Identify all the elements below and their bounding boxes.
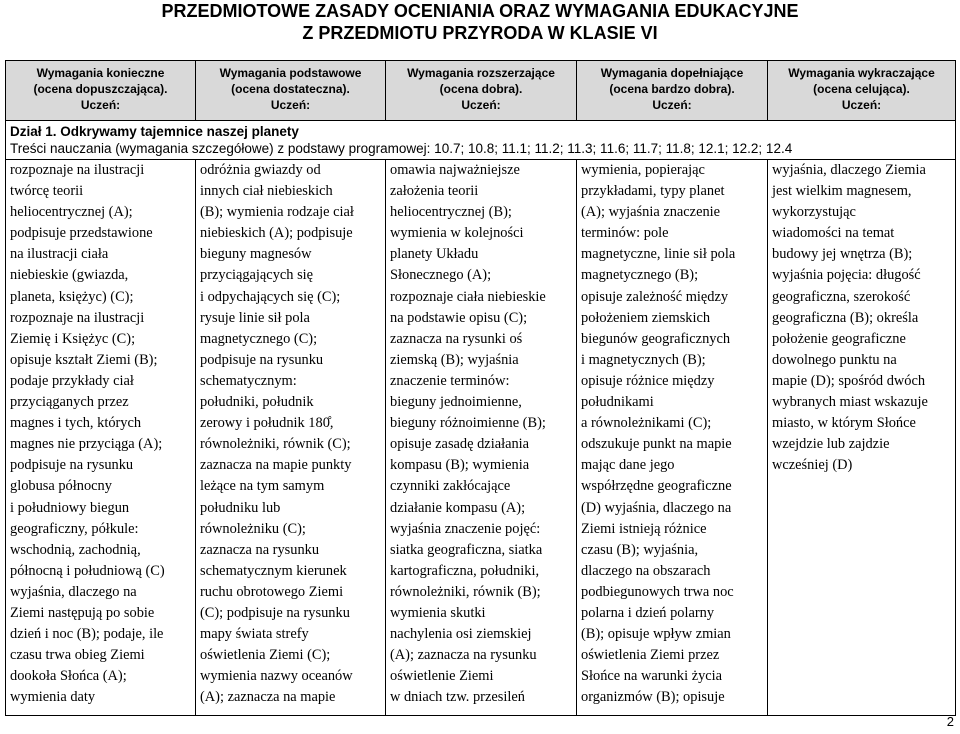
header-wykraczajace [768,61,956,121]
header-grade: (ocena dobra). [439,82,523,96]
requirement-line: Słońce na warunki życia [581,668,723,685]
requirement-line: wyjaśnia pojęcia: długość [772,267,921,284]
requirement-line: wymienia nazwy oceanów [200,668,353,685]
requirement-line: Ziemi następują po sobie [10,604,155,621]
requirement-line: założenia teorii [390,183,479,200]
requirement-line: przyciąganych przez [10,394,129,411]
requirement-line: podbiegunowych trwa noc [581,583,734,600]
requirement-line: organizmów (B); opisuje [581,689,725,706]
requirement-line: schematycznym kierunek [200,562,347,579]
header-rozszerzajace [386,61,577,121]
requirement-line: niebieskie (gwiazda, [10,267,129,284]
requirement-line: (B); opisuje wpływ zmian [581,626,731,643]
requirement-line: oświetlenia Ziemi (C); [200,647,331,664]
header-student: Uczeń: [461,98,501,112]
requirement-line: mapy świata strefy [200,626,309,643]
requirement-line: geograficzny, półkule: [10,520,139,537]
requirement-line: na ilustracji ciała [10,246,109,263]
requirement-line: działanie kompasu (A); [390,499,526,516]
requirement-line: dowolnego punktu na [772,351,897,368]
requirement-line: północną i południową (C) [10,562,165,579]
requirement-line: globusa północny [10,478,112,495]
requirement-line: zaznacza na rysunku [200,541,320,558]
document-title: PRZEDMIOTOWE ZASADY OCENIANIA ORAZ WYMAGANIA EDUKACYJNE [161,1,799,21]
document-subtitle: Z PRZEDMIOTU PRZYRODA W KLASIE VI [302,23,658,43]
requirement-line: (B); wymienia rodzaje ciał [200,204,354,221]
header-label: Wymagania wykraczające [788,66,935,80]
requirement-line: bieguny różnoimienne (B); [390,415,546,432]
requirement-line: zaznacza na mapie punkty [200,457,352,474]
header-grade: (ocena bardzo dobra). [609,82,735,96]
page-number: 2 [946,714,954,729]
column-rozszerzajace [386,160,577,716]
requirement-line: przyciągających się [200,267,314,284]
requirement-line: i południowy biegun [10,499,130,516]
requirement-line: opisuje kształt Ziemi (B); [10,351,158,368]
header-konieczne [6,61,196,121]
requirement-line: biegunów geograficznych [581,330,731,347]
requirement-line: (A); wyjaśnia znaczenie [581,204,721,221]
requirement-line: współrzędne geograficzne [581,478,732,495]
requirement-line: zaznacza na rysunki oś [390,330,523,347]
section-cell [6,121,956,160]
header-student: Uczeń: [270,98,311,112]
requirement-line: budowy jej wnętrza (B); [772,246,913,263]
requirement-line: polarna i dzień polarny [581,604,715,621]
requirement-line: wschodnią, zachodnią, [10,541,141,558]
requirement-line: południki, południk [200,394,314,411]
requirement-line: dlaczego na obszarach [581,562,711,579]
requirement-line: geograficzna, szerokość [772,288,911,305]
requirement-line: jest wielkim magnesem, [772,183,912,200]
requirement-line: opisuje różnice między [581,372,715,389]
requirement-line: zerowy i południk 180̊, [200,415,334,432]
requirement-line: (A); zaznacza na mapie [200,689,336,706]
requirement-line: siatka geograficzna, siatka [390,541,543,558]
requirement-line: bieguny jednoimienne, [390,394,522,411]
requirement-line: odróżnia gwiazdy od [200,162,321,178]
requirement-line: opisuje zasadę działania [390,436,530,453]
requirement-line: czasu (B); wyjaśnia, [581,541,699,558]
header-student: Uczeń: [841,98,882,112]
requirement-line: heliocentrycznej (A); [10,204,133,221]
requirements-table [5,60,956,716]
column-dopelniajace [577,160,768,716]
requirement-line: bieguny magnesów [200,246,312,263]
requirement-line: wymienia w kolejności [390,225,524,242]
header-student: Uczeń: [80,98,121,112]
requirement-line: wyjaśnia, dlaczego na [10,583,137,600]
requirement-line: leżące na tym samym [200,478,325,495]
requirement-line: Słonecznego (A); [390,267,492,284]
requirement-line: w dniach tzw. przesileń [390,689,525,706]
requirement-line: czasu trwa obieg Ziemi [10,647,145,664]
requirement-line: równoleżniku (C); [200,520,306,537]
column-konieczne [6,160,196,716]
column-wykraczajace [768,160,956,716]
requirement-line: opisuje zależność między [581,288,729,305]
requirement-line: wyjaśnia znaczenie pojęć: [390,520,541,537]
requirement-line: nachylenia osi ziemskiej [390,626,532,643]
requirement-line: położeniem ziemskich [581,309,711,326]
requirement-line: Ziemi istnieją różnice [581,520,707,537]
requirement-line: znaczenie terminów: [390,372,510,389]
requirement-line: mając dane jego [581,457,675,474]
header-podstawowe [196,61,386,121]
header-label: Wymagania podstawowe [219,66,362,80]
requirement-line: dzień i noc (B); podaje, ile [10,626,164,643]
requirement-line: podpisuje na rysunku [10,457,134,474]
requirement-line: czynniki zakłócające [390,478,511,495]
requirement-line: wymienia, popierając [581,162,705,178]
requirement-line: planety Układu [390,246,479,263]
requirement-line: (D) wyjaśnia, dlaczego na [581,499,732,516]
requirement-line: magnes i tych, których [10,415,142,432]
requirement-line: południku lub [200,499,281,516]
requirement-line: wiadomości na temat [772,225,895,242]
requirement-line: podpisuje na rysunku [200,351,324,368]
requirement-line: mapie (D); spośród dwóch [772,372,926,389]
requirement-line: odszukuje punkt na mapie [581,436,732,453]
requirement-line: przykładami, typy planet [581,183,725,200]
requirement-line: planeta, księżyc) (C); [10,288,134,305]
requirement-line: ruchu obrotowego Ziemi [200,583,344,600]
requirement-line: magnetycznego (B); [581,267,699,284]
requirement-line: magnetyczne, linie sił pola [581,246,736,263]
requirement-line: dookoła Słońca (A); [10,668,127,685]
requirement-line: i odpychających się (C); [200,288,341,305]
requirement-line: magnetycznego (C); [200,330,318,347]
header-grade: (ocena dostateczna). [231,82,350,96]
header-dopelniajace [577,61,768,121]
requirement-line: geograficzna (B); określa [772,309,919,326]
header-grade: (ocena dopuszczająca). [33,82,168,96]
requirement-line: na podstawie opisu (C); [390,309,528,326]
requirement-line: (C); podpisuje na rysunku [200,604,350,621]
requirement-line: równoleżniki, równik (C); [200,436,351,453]
header-label: Wymagania dopełniające [600,66,744,80]
requirement-line: wybranych miast wskazuje [772,394,928,411]
requirement-line: (A); zaznacza na rysunku [390,647,537,664]
header-student: Uczeń: [652,98,692,112]
requirement-line: magnes nie przyciąga (A); [10,436,163,453]
requirement-line: schematycznym: [200,372,297,389]
requirement-line: kartograficzna, południki, [390,562,540,579]
requirement-line: wyjaśnia, dlaczego Ziemia [772,162,926,178]
header-label: Wymagania konieczne [36,66,165,80]
requirement-line: miasto, w którym Słońce [772,415,916,432]
requirement-line: ziemską (B); wyjaśnia [390,351,519,368]
requirement-line: oświetlenie Ziemi [390,668,494,685]
requirement-line: wymienia skutki [390,604,486,621]
requirement-line: twórcę teorii [10,183,84,200]
requirement-line: kompasu (B); wymienia [390,457,530,474]
header-label: Wymagania rozszerzające [407,66,555,80]
requirement-line: rozpoznaje na ilustracji [10,162,145,178]
requirement-line: oświetlenia Ziemi przez [581,647,720,664]
requirement-line: wymienia daty [10,689,96,706]
requirement-line: południkami [581,394,654,411]
requirement-line: rozpoznaje ciała niebieskie [390,288,546,305]
requirement-line: wykorzystując [772,204,856,221]
requirement-line: podaje przykłady ciał [10,372,134,389]
section-row [6,121,956,160]
requirement-line: a równoleżnikami (C); [581,415,712,432]
requirement-line: wcześniej (D) [772,457,853,474]
requirement-line: heliocentrycznej (B); [390,204,512,221]
section-curriculum: Treści nauczania (wymagania szczegółowe) z podstawy programowej: 10.7; 10.8; 11.1; 11.2; 11.3; 11.6; 11.7; 11.8; 12.1; 12.2; 12.4 [10,141,793,156]
content-row [6,160,956,716]
requirement-line: rysuje linie sił pola [200,309,310,326]
requirement-line: Ziemię i Księżyc (C); [10,330,136,347]
header-grade: (ocena celująca). [813,82,910,96]
header-row [6,61,956,121]
requirement-line: położenie geograficzne [772,330,906,347]
requirement-line: równoleżniki, równik (B); [390,583,541,600]
requirement-line: innych ciał niebieskich [200,183,333,200]
requirement-line: rozpoznaje na ilustracji [10,309,145,326]
requirement-line: i magnetycznych (B); [581,351,706,368]
requirement-line: podpisuje przedstawione [10,225,153,242]
requirement-line: terminów: pole [581,225,669,242]
column-podstawowe [196,160,386,716]
section-title: Dział 1. Odkrywamy tajemnice naszej planety [10,124,299,139]
requirement-line: omawia najważniejsze [390,162,520,178]
requirement-line: wzejdzie lub zajdzie [772,436,890,453]
requirement-line: niebieskich (A); podpisuje [200,225,353,242]
